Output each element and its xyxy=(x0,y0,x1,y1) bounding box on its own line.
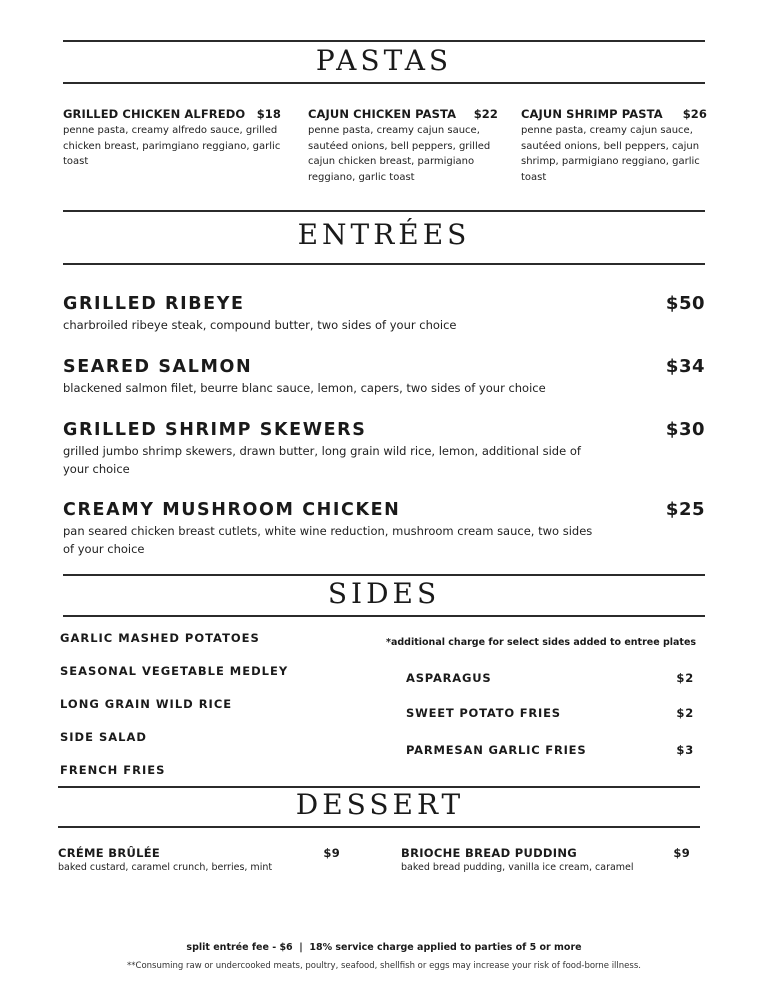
entree-price: $50 xyxy=(665,293,705,314)
side-item: SIDE SALAD xyxy=(60,730,147,744)
entree-item-mushroom-chicken xyxy=(63,499,705,558)
pasta-price: $26 xyxy=(682,107,707,121)
pasta-name: CAJUN SHRIMP PASTA xyxy=(521,107,663,121)
side-item: FRENCH FRIES xyxy=(60,763,166,777)
pasta-price: $22 xyxy=(473,107,498,121)
side-item: SEASONAL VEGETABLE MEDLEY xyxy=(60,664,289,678)
pasta-desc: penne pasta, creamy cajun sauce, sautéed onions, bell peppers, grilled cajun chicken breast, parmigiano reggiano, garlic toast xyxy=(308,125,491,183)
pasta-price: $18 xyxy=(256,107,281,121)
dessert-bottom-rule xyxy=(58,826,700,828)
pasta-desc: penne pasta, creamy alfredo sauce, grilled chicken breast, parimgiano reggiano, garlic toast xyxy=(63,125,281,167)
side-extra-name: PARMESAN GARLIC FRIES xyxy=(406,743,587,757)
side-extra-price: $2 xyxy=(676,706,694,720)
sides-bottom-rule xyxy=(63,615,705,617)
entree-item-shrimp-skewers xyxy=(63,419,705,478)
dessert-price: $9 xyxy=(323,846,340,860)
footer-fees: split entrée fee - $6 | 18% service charge applied to parties of 5 or more xyxy=(186,942,582,953)
sides-top-rule xyxy=(63,574,705,576)
entrees-title: ENTRÉES xyxy=(297,218,471,251)
entree-desc: blackened salmon filet, beurre blanc sauce, lemon, capers, two sides of your choice xyxy=(63,381,546,395)
footer-disclaimer: **Consuming raw or undercooked meats, poultry, seafood, shellfish or eggs may increase your risk of food-borne illness. xyxy=(127,961,641,971)
pastas-title: PASTAS xyxy=(315,44,453,77)
entree-price: $30 xyxy=(665,419,705,440)
sides-upcharge-note: *additional charge for select sides added to entree plates xyxy=(386,637,697,648)
pastas-bottom-rule xyxy=(63,82,705,84)
pasta-item-cajun-chicken xyxy=(308,107,498,185)
dessert-price: $9 xyxy=(673,846,690,860)
side-extra-item xyxy=(406,706,694,720)
dessert-item-bread-pudding xyxy=(401,846,690,873)
pasta-item-alfredo xyxy=(63,107,281,170)
entree-desc: grilled jumbo shrimp skewers, drawn butter, long grain wild rice, lemon, additional side of your choice xyxy=(63,444,581,476)
pastas-top-rule xyxy=(63,40,705,42)
dessert-title: DESSERT xyxy=(295,788,465,821)
pasta-desc: penne pasta, creamy cajun sauce, sautéed onions, bell peppers, cajun shrimp, parmigiano reggiano, garlic toast xyxy=(521,125,700,183)
entree-price: $34 xyxy=(665,356,705,377)
side-item: GARLIC MASHED POTATOES xyxy=(60,631,260,645)
entree-item-ribeye xyxy=(63,293,705,334)
dessert-name: BRIOCHE BREAD PUDDING xyxy=(401,846,578,860)
side-extra-item xyxy=(406,743,694,757)
sides-title: SIDES xyxy=(327,577,441,610)
entrees-bottom-rule xyxy=(63,263,705,265)
entree-name: GRILLED RIBEYE xyxy=(63,294,245,314)
side-extra-name: ASPARAGUS xyxy=(406,671,492,685)
entree-desc: charbroiled ribeye steak, compound butter, two sides of your choice xyxy=(63,318,457,332)
pasta-item-cajun-shrimp xyxy=(521,107,707,185)
entree-desc: pan seared chicken breast cutlets, white wine reduction, mushroom cream sauce, two sides of your choice xyxy=(63,524,593,556)
pasta-name: CAJUN CHICKEN PASTA xyxy=(308,107,457,121)
entree-name: CREAMY MUSHROOM CHICKEN xyxy=(63,500,401,520)
side-extra-price: $2 xyxy=(676,671,694,685)
entree-name: GRILLED SHRIMP SKEWERS xyxy=(63,420,367,440)
dessert-desc: baked custard, caramel crunch, berries, mint xyxy=(58,862,273,873)
side-extra-price: $3 xyxy=(676,743,694,757)
side-extra-name: SWEET POTATO FRIES xyxy=(406,706,561,720)
entree-price: $25 xyxy=(665,499,705,520)
pasta-name: GRILLED CHICKEN ALFREDO xyxy=(63,107,246,121)
dessert-item-creme-brulee xyxy=(58,846,340,873)
entrees-top-rule xyxy=(63,210,705,212)
dessert-name: CRÉME BRÛLÉE xyxy=(58,846,161,860)
dessert-desc: baked bread pudding, vanilla ice cream, caramel xyxy=(401,862,634,873)
side-item: LONG GRAIN WILD RICE xyxy=(60,697,233,711)
entree-name: SEARED SALMON xyxy=(63,357,253,377)
side-extra-item xyxy=(406,671,694,685)
entree-item-salmon xyxy=(63,356,705,397)
